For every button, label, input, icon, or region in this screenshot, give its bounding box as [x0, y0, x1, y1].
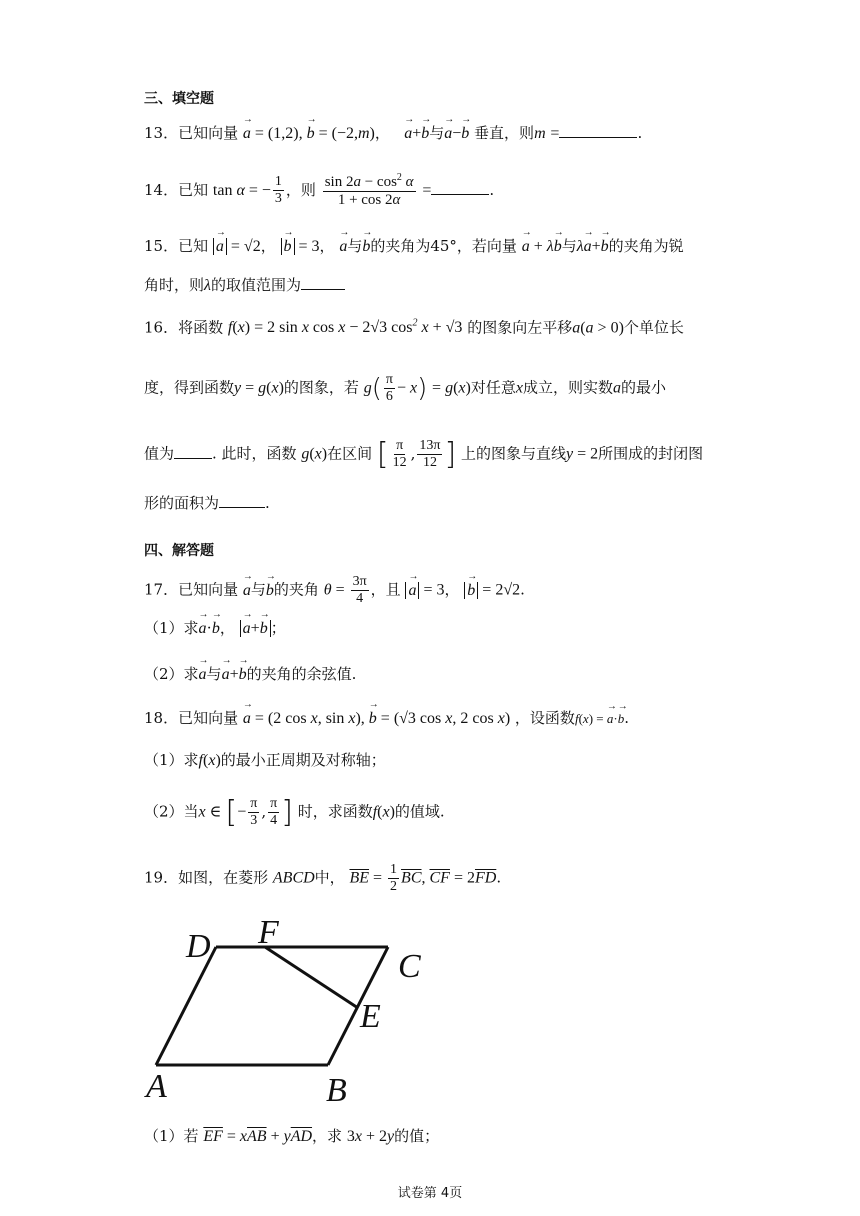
question-14: 14．已知 tan α = − $\frac{1}{3}$ ，则 $\frac{\sin 2a - \cos^2 \alpha}{1 + \cos 2\alpha}$ = .: [144, 172, 495, 209]
question-17-part1: （1）求→ a·→ b， → a+→ b ；: [144, 620, 286, 638]
question-19-part1: （1）若 $\overline{EF} = x\overline{AB} + y\overline{AD}$，求 3x + 2y的值；: [144, 1127, 440, 1145]
question-18: 18．已知向量 → a = (2 cos x, sin x), → b = (√3 cos x, 2 cos x) ，设函数f(x) = → a·→ b.: [144, 710, 629, 728]
question-18-part1: （1）求f(x)的最小正周期及对称轴；: [144, 751, 386, 769]
rhombus-figure: [140, 915, 440, 1110]
label-d: D: [186, 928, 211, 965]
question-19: 19．如图，在菱形 ABCD中， $\overline{BE}$ = $\frac{1}{2}$ $\overline{BC}$, $\overline{CF} = 2\overline{FD}$.: [144, 862, 502, 895]
label-c: C: [398, 948, 421, 985]
question-17-part2: （2）求→ a与→ a+→ b的夹角的余弦值.: [144, 666, 356, 684]
answer-blank[interactable]: [559, 124, 637, 138]
section-heading-fill-blank: 三、填空题: [144, 91, 214, 107]
question-18-part2: （2）当x ∈ [− $\frac{\pi}{3}$ , $\frac{\pi}{4}$ ] 时，求函数f(x)的值域.: [144, 795, 445, 831]
question-15-line2: 角时，则λ的取值范围为: [144, 276, 345, 295]
segment-fe: [265, 947, 358, 1008]
question-16-line2: 度，得到函数y = g(x)的图象，若 g( $\frac{\pi}{6}$ − x) = g(x)对任意x成立，则实数a的最小: [144, 372, 666, 405]
question-17: 17．已知向量 → a与→ b的夹角 θ = $\frac{3\pi}{4}$ ，且 → a = 3， → b = 2√2.: [144, 574, 525, 607]
question-16-line4: 形的面积为 .: [144, 494, 270, 512]
answer-blank[interactable]: [301, 276, 345, 290]
label-e: E: [360, 998, 381, 1035]
question-16: 16．将函数 f(x) = 2 sin x cos x − 2√3 $\cos^2 x + √3$ 的图象向左平移a(a > 0)个单位长: [144, 318, 684, 337]
answer-blank[interactable]: [219, 494, 265, 508]
label-b: B: [326, 1072, 347, 1109]
label-f: F: [258, 915, 279, 951]
question-16-line3: 值为 . 此时，函数 g(x)在区间 [ $\frac{\pi}{12}$ , $\frac{13\pi}{12}$ ] 上的图象与直线y = 2所围成的封闭图: [144, 437, 704, 473]
label-a: A: [146, 1068, 167, 1105]
question-13: 13．已知向量 → a = (1,2), → b = (−2,m)， → a+→ b与→ a−→ b 垂直，则m = .: [144, 124, 642, 143]
section-heading-solutions: 四、解答题: [144, 543, 214, 559]
question-15: 15．已知 → a = √2， → b = 3， → a与→ b的夹角为45°，若向量 → a + λ→ b与λ→ a+→ b的夹角为锐: [144, 238, 684, 256]
page-footer: 试卷第 4页: [397, 1186, 463, 1201]
answer-blank[interactable]: [174, 445, 212, 459]
answer-blank[interactable]: [431, 181, 489, 195]
